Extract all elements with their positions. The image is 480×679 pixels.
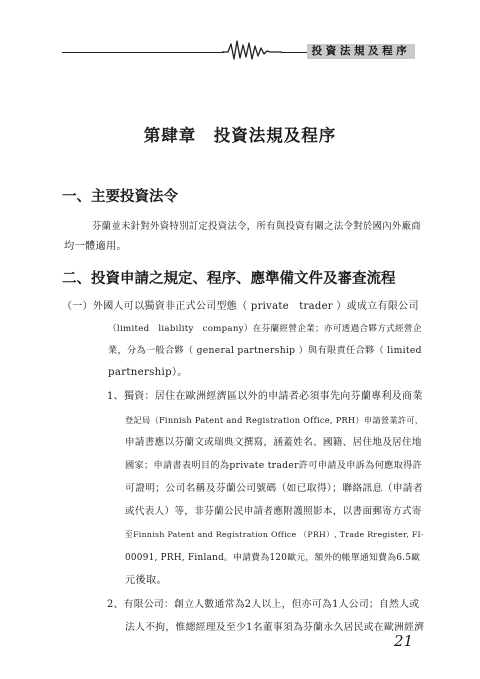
sub-item-1-line: 元後取。 <box>125 575 167 586</box>
item-1-line: partnership）。 <box>108 367 188 378</box>
running-header-tag: 投資法規及程序 <box>307 44 415 59</box>
chapter-title: 第肆章 投資法規及程序 <box>143 126 337 145</box>
sub-item-1-line: 申請書應以芬蘭文或瑞典文撰寫，涵蓋姓名、國籍、居住地及居住地 <box>125 437 422 448</box>
header-rule-left <box>62 52 224 53</box>
paragraph-line: 芬蘭並未針對外資特別訂定投資法令，所有與投資有關之法令對於國內外廠商 <box>92 221 421 232</box>
sub-item-2-line: 2、有限公司：創立人數通常為2人以上，但亦可為1人公司；自然人或 <box>107 599 420 610</box>
sub-item-2-line: 法人不拘，惟總經理及至少1名董事須為芬蘭永久居民或在歐洲經濟 <box>125 622 425 633</box>
sub-item-1-line: 1、獨資：居住在歐洲經濟區以外的申請者必須事先向芬蘭專利及商業 <box>107 391 423 402</box>
sub-item-1-line: 國家；申請書表明目的為private trader許可申請及申訴為何應取得許 <box>125 460 423 471</box>
sub-item-1-line: 或代表人）等，非芬蘭公民申請者應附護照影本，以書面郵寄方式寄 <box>125 506 422 517</box>
section-title-1: 一、主要投資法令 <box>62 188 178 205</box>
item-1-line: 業，分為一般合夥（ general partnership ）與有限責任合夥（ limited <box>108 345 422 356</box>
sub-item-1-line: 至Finnish Patent and Registration Office （PRH）, Trade Rregister, FI- <box>125 530 424 539</box>
item-1-line: （limited liability company）在芬蘭經營企業；亦可透過合夥方式經營企 <box>108 324 422 334</box>
item-1-line: （一）外國人可以獨資非正式公司型態（ private trader ）或成立有限公司 <box>62 301 419 312</box>
sub-item-1-line: 00091, PRH, Finland。申請費為120歐元，額外的帳單通知費為6.5歐 <box>125 553 421 563</box>
page-number: 21 <box>394 632 414 650</box>
sub-item-1-line: 登記局（Finnish Patent and Registration Office, PRH）申請營業許可， <box>125 415 424 425</box>
paragraph-line: 均一體適用。 <box>64 241 127 252</box>
header-rule-right <box>281 52 307 53</box>
section-title-2: 二、投資申請之規定、程序、應準備文件及審查流程 <box>62 270 396 287</box>
waveform-icon <box>222 38 282 62</box>
sub-item-1-line: 可證明；公司名稱及芬蘭公司號碼（如已取得）；聯絡訊息（申請者 <box>125 483 424 494</box>
